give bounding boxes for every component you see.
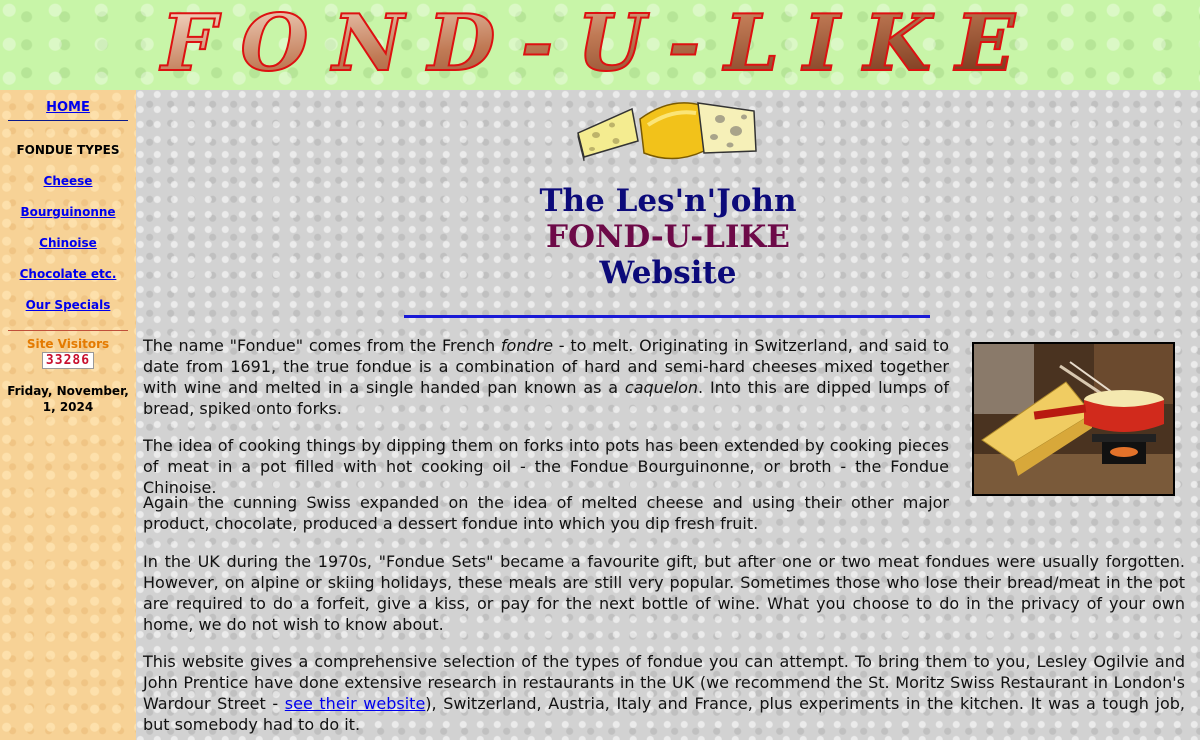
nav-home-link[interactable]: HOME [46, 100, 90, 115]
nav-link-our-specials[interactable]: Our Specials [25, 298, 111, 312]
paragraph-2: The idea of cooking things by dipping them on forks into pots has been extended by cooking pieces of meat in a pot filled with hot cooking oil - the Fondue Bourguinonne, or broth - the Fondue Chinoise. [143, 436, 949, 497]
nav-link-cheese[interactable]: Cheese [43, 174, 93, 188]
paragraph-5: This website gives a comprehensive selection of the types of fondue you can attempt. To bring them to you, Lesley Ogilvie and John Prentice have done extensive research in restaurants in the UK (we recommend the St. Moritz Swiss Restaurant in London's Wardour Street - see their website), Switzerland, Austria, Italy and France, plus experiments in the kitchen. It was a tough job, but somebody had to do it. [143, 652, 1186, 734]
banner-title: FOND-U-LIKE [161, 0, 1039, 88]
title-line-2: FOND-U-LIKE [546, 219, 790, 255]
paragraph-3: Again the cunning Swiss expanded on the idea of melted cheese and using their other major product, chocolate, produced a dessert fondue into which you dip fresh fruit. [143, 493, 949, 533]
sidebar-divider [8, 120, 128, 121]
title-divider [404, 315, 930, 318]
nav-link-bourguinonne[interactable]: Bourguinonne [20, 205, 116, 219]
visitors-label: Site Visitors [26, 337, 110, 351]
intro-paragraph: The name "Fondue" comes from the French fondre - to melt. Originating in Switzerland, and said to date from 1691, the true fondue is a combination of hard and semi-hard cheeses mixed together with wine and melted in a single handed pan known as a caquelon. Into this are dipped lumps of bread, spiked onto forks. [143, 336, 949, 418]
nav-link-chocolate[interactable]: Chocolate etc. [19, 267, 117, 281]
restaurant-website-link[interactable]: see their website [284, 694, 426, 713]
nav-link-chinoise[interactable]: Chinoise [39, 236, 97, 250]
paragraph-4: In the UK during the 1970s, "Fondue Sets" became a favourite gift, but after one or two meat fondues were usually forgotten. However, on alpine or skiing holidays, these meals are still very popular. Sometimes those who lose their bread/meat in the pot are required to do a forfeit, give a kiss, or pay for the next bottle of wine. What you choose to do in the privacy of your own home, we do not wish to know about. [143, 552, 1185, 634]
visitor-counter: 33286 [42, 352, 94, 369]
title-line-1: The Les'n'John [539, 183, 797, 219]
title-line-3: Website [599, 255, 737, 291]
site-logo [0, 0, 1200, 88]
fondue-photo [972, 342, 1175, 496]
sidebar-nav [0, 90, 136, 740]
sidebar-divider [8, 330, 128, 331]
site-banner [0, 0, 1200, 90]
cheese-icon [574, 95, 760, 163]
current-date: Friday, November, 1, 2024 [7, 384, 129, 414]
main-content [136, 90, 1200, 740]
page-title [136, 183, 1200, 291]
nav-heading-fondue-types: FONDUE TYPES [16, 143, 120, 157]
